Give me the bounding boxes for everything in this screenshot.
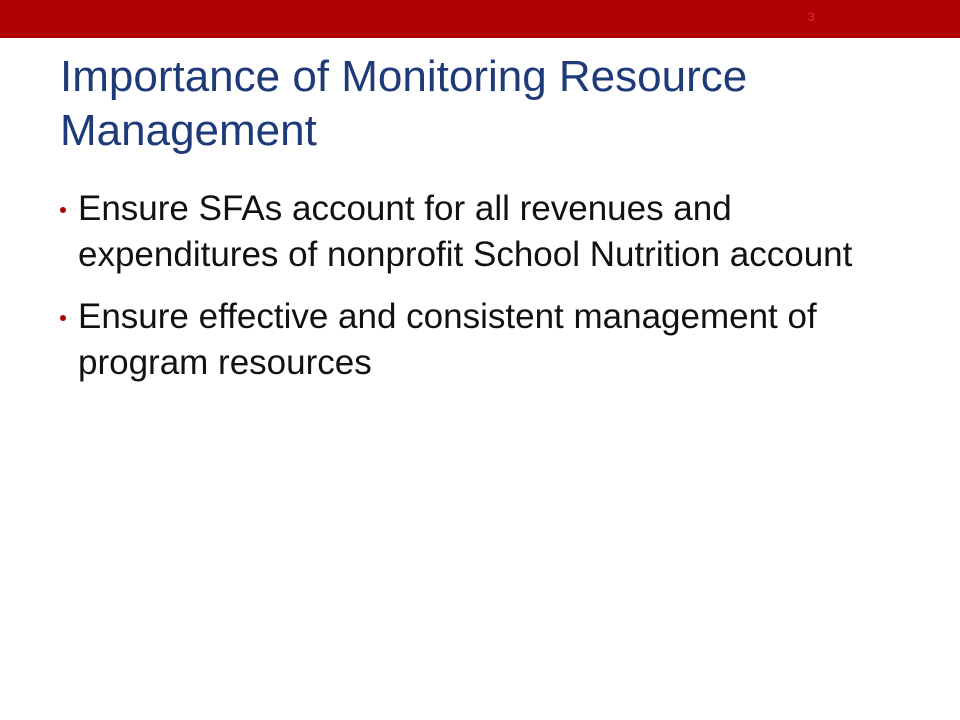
header-bar xyxy=(0,0,960,38)
slide-title: Importance of Monitoring Resource Management xyxy=(60,52,748,155)
bullet-item xyxy=(60,294,920,386)
bullet-text: Ensure effective and consistent management of program resources xyxy=(78,297,817,382)
bullet-text: Ensure SFAs account for all revenues and expenditures of nonprofit School Nutrition account xyxy=(78,189,853,274)
bullet-list xyxy=(60,186,920,402)
bullet-item xyxy=(60,186,920,278)
bullet-icon xyxy=(60,207,66,213)
bullet-icon xyxy=(60,315,66,321)
slide-number: 3 xyxy=(808,10,815,24)
